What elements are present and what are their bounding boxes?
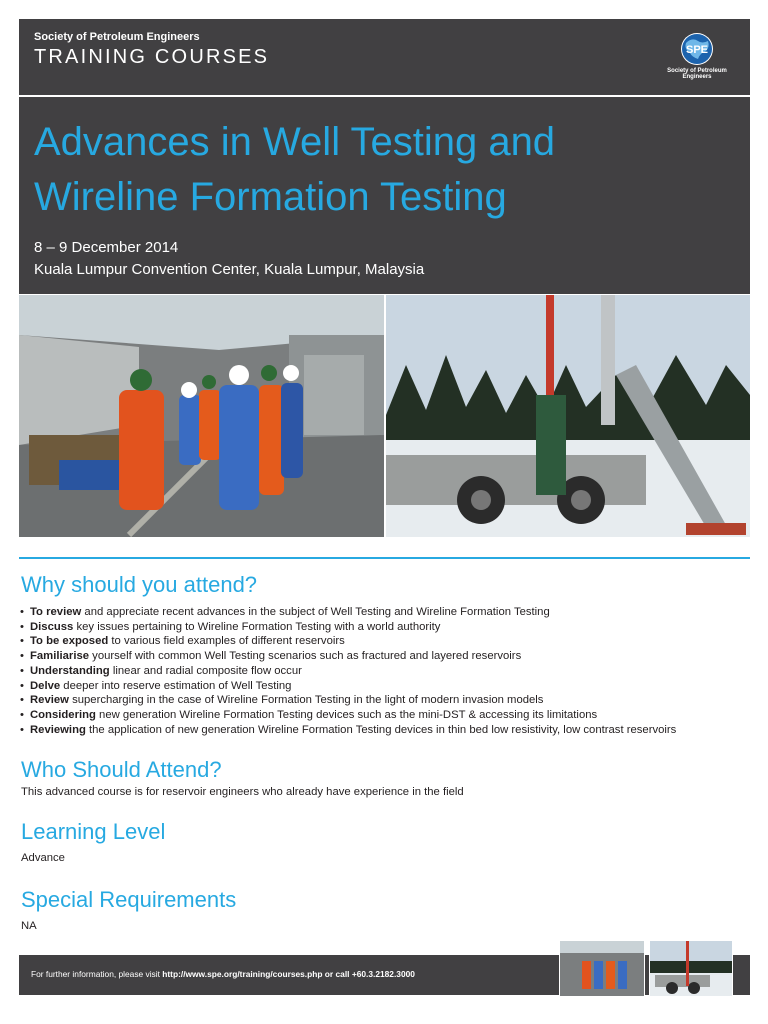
why-attend-list bbox=[20, 605, 750, 737]
course-date: 8 – 9 December 2014 bbox=[34, 239, 179, 256]
who-attend-heading: Who Should Attend? bbox=[21, 757, 222, 782]
list-item: • Delve deeper into reserve estimation of Well Testing bbox=[20, 679, 750, 694]
list-item: • To be exposed to various field examples of different reservoirs bbox=[20, 634, 750, 649]
photo-workers-indoors bbox=[19, 295, 384, 537]
course-title bbox=[34, 115, 734, 225]
footer-phone: +60.3.2182.3000 bbox=[351, 969, 415, 979]
learning-level-text: Advance bbox=[21, 852, 65, 864]
title-line-2: Wireline Formation Testing bbox=[34, 175, 507, 219]
list-item: • Review supercharging in the case of Wireline Formation Testing in the light of modern invasion models bbox=[20, 693, 750, 708]
logo-caption: Society of Petroleum Engineers bbox=[667, 68, 727, 80]
course-venue: Kuala Lumpur Convention Center, Kuala Lumpur, Malaysia bbox=[34, 261, 425, 278]
section-rule bbox=[19, 557, 750, 559]
why-attend-heading: Why should you attend? bbox=[21, 572, 258, 597]
learning-level-heading: Learning Level bbox=[21, 819, 166, 844]
globe-logo-icon bbox=[656, 31, 738, 69]
header-banner bbox=[19, 19, 750, 294]
thumb-truck bbox=[649, 940, 733, 997]
thumb-workers bbox=[559, 940, 645, 997]
who-attend-text: This advanced course is for reservoir engineers who already have experience in the field bbox=[21, 786, 464, 798]
spe-logo bbox=[656, 31, 738, 81]
list-item: • Discuss key issues pertaining to Wireline Formation Testing with a world authority bbox=[20, 620, 750, 635]
list-item: • Familiarise yourself with common Well Testing scenarios such as fractured and layered reservoirs bbox=[20, 649, 750, 664]
list-item: • Considering new generation Wireline Formation Testing devices such as the mini-DST & accessing its limitations bbox=[20, 708, 750, 723]
list-item: • Reviewing the application of new generation Wireline Formation Testing devices in thin bed low resistivity, low contrast reservoirs bbox=[20, 723, 750, 738]
series-title: TRAINING COURSES bbox=[34, 46, 270, 68]
list-item: • Understanding linear and radial composite flow occur bbox=[20, 664, 750, 679]
footer-bar bbox=[19, 955, 750, 995]
list-item: • To review and appreciate recent advances in the subject of Well Testing and Wireline Formation Testing bbox=[20, 605, 750, 620]
photo-wellhead-truck bbox=[386, 295, 750, 537]
special-req-text: NA bbox=[21, 920, 37, 932]
top-bar bbox=[19, 19, 750, 89]
svg-text:SPE: SPE bbox=[685, 44, 709, 56]
title-line-1: Advances in Well Testing and bbox=[34, 120, 556, 164]
footer-info: For further information, please visit http://www.spe.org/training/courses.php or call +60.3.2182.3000 bbox=[31, 969, 415, 979]
header-divider bbox=[19, 95, 750, 97]
footer-link[interactable]: http://www.spe.org/training/courses.php bbox=[162, 969, 323, 979]
special-req-heading: Special Requirements bbox=[21, 887, 237, 912]
org-name: Society of Petroleum Engineers bbox=[34, 31, 200, 43]
